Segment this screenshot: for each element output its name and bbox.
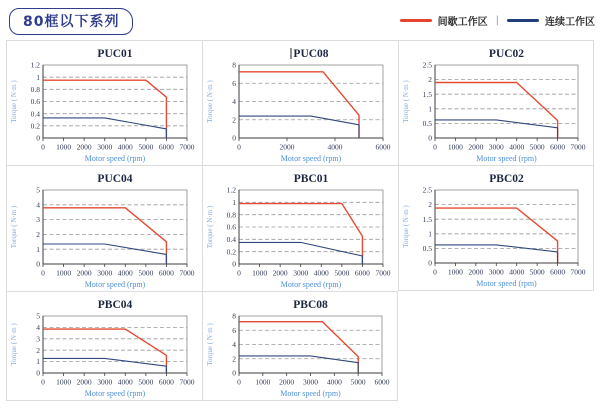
svg-text:2: 2 (36, 230, 40, 239)
svg-text:0.6: 0.6 (30, 97, 40, 107)
svg-text:3000: 3000 (97, 268, 113, 278)
svg-text:3000: 3000 (488, 142, 504, 152)
svg-text:5: 5 (36, 185, 40, 195)
svg-text:0: 0 (237, 268, 241, 278)
svg-text:3000: 3000 (97, 142, 113, 152)
svg-text:Torque ( N·m ): Torque ( N·m ) (206, 323, 214, 366)
svg-text:1000: 1000 (255, 377, 271, 387)
svg-text:3: 3 (36, 334, 40, 344)
legend-label-continuous: 连续工作区 (545, 17, 595, 28)
svg-text:5000: 5000 (138, 377, 154, 387)
svg-text:PUC08: PUC08 (293, 48, 329, 60)
svg-text:1: 1 (36, 72, 40, 82)
svg-text:Torque ( N·m ): Torque ( N·m ) (10, 80, 18, 123)
svg-text:1.2: 1.2 (226, 185, 236, 195)
svg-text:6000: 6000 (375, 142, 391, 152)
svg-text:0: 0 (41, 268, 45, 278)
svg-text:2000: 2000 (279, 142, 295, 152)
svg-text:PUC04: PUC04 (97, 173, 133, 185)
svg-text:Torque ( N·m ): Torque ( N·m ) (402, 80, 410, 123)
svg-text:7000: 7000 (570, 142, 586, 152)
svg-text:2000: 2000 (468, 267, 484, 277)
svg-text:Motor speed (rpm): Motor speed (rpm) (84, 154, 146, 163)
chart-pbc02 (399, 166, 593, 290)
svg-text:1.2: 1.2 (30, 60, 40, 70)
chart-puc04 (7, 166, 202, 291)
svg-text:5: 5 (36, 311, 40, 321)
svg-text:4000: 4000 (326, 377, 342, 387)
svg-text:0: 0 (428, 133, 432, 143)
svg-text:4: 4 (232, 340, 236, 350)
svg-text:6000: 6000 (158, 268, 174, 278)
svg-text:6: 6 (232, 78, 236, 88)
svg-text:1: 1 (232, 197, 236, 207)
svg-text:0: 0 (433, 142, 437, 152)
svg-text:4000: 4000 (313, 268, 329, 278)
svg-text:Torque ( N·m ): Torque ( N·m ) (10, 205, 18, 249)
svg-text:4000: 4000 (117, 377, 133, 387)
svg-text:3000: 3000 (488, 267, 504, 277)
svg-text:PUC01: PUC01 (97, 48, 133, 60)
svg-text:PUC02: PUC02 (488, 48, 525, 60)
svg-text:5000: 5000 (350, 377, 366, 387)
svg-text:5000: 5000 (529, 142, 545, 152)
chart-panel-puc01 (6, 40, 202, 165)
svg-text:5000: 5000 (138, 268, 154, 278)
svg-text:0: 0 (232, 133, 236, 143)
svg-text:0: 0 (36, 133, 40, 143)
svg-text:PBC04: PBC04 (97, 299, 133, 311)
series-title: 80框以下系列 (23, 14, 120, 30)
svg-text:4: 4 (36, 323, 40, 332)
svg-text:8: 8 (232, 60, 236, 70)
svg-text:2: 2 (36, 345, 40, 355)
chart-panel-pbc02 (398, 165, 594, 291)
chart-puc02 (399, 41, 593, 165)
svg-text:0: 0 (237, 142, 241, 152)
legend (400, 13, 595, 28)
svg-text:Torque ( N·m ): Torque ( N·m ) (402, 205, 410, 248)
svg-text:Torque ( N·m ): Torque ( N·m ) (10, 323, 18, 366)
svg-text:Motor speed (rpm): Motor speed (rpm) (280, 154, 342, 163)
svg-text:0.5: 0.5 (422, 119, 432, 128)
series-title-box (9, 8, 133, 35)
svg-text:2000: 2000 (468, 142, 484, 152)
legend-line-intermittent-icon (400, 19, 432, 22)
svg-text:1000: 1000 (56, 268, 72, 278)
svg-text:6000: 6000 (354, 268, 370, 278)
svg-text:0.8: 0.8 (226, 210, 236, 220)
svg-text:6000: 6000 (374, 377, 390, 387)
chart-pbc04 (7, 292, 202, 400)
legend-line-continuous-icon (507, 19, 539, 22)
svg-text:0: 0 (232, 368, 236, 378)
svg-text:4: 4 (36, 200, 40, 210)
svg-text:2: 2 (428, 75, 432, 85)
svg-text:1000: 1000 (252, 268, 268, 278)
svg-text:1: 1 (36, 357, 40, 367)
svg-text:0: 0 (36, 368, 40, 378)
svg-text:4000: 4000 (117, 142, 133, 152)
svg-text:8: 8 (232, 311, 236, 321)
svg-text:0: 0 (36, 259, 40, 269)
svg-text:0: 0 (433, 267, 437, 277)
svg-text:3: 3 (36, 215, 40, 225)
svg-text:Motor speed (rpm): Motor speed (rpm) (280, 280, 342, 289)
svg-text:Torque ( N·m ): Torque ( N·m ) (206, 80, 214, 123)
chart-panel-puc08 (202, 40, 398, 165)
svg-text:2.5: 2.5 (422, 185, 432, 195)
svg-text:0.4: 0.4 (226, 234, 236, 244)
svg-text:6000: 6000 (550, 142, 566, 152)
svg-text:PBC01: PBC01 (293, 173, 329, 185)
svg-text:4000: 4000 (327, 142, 343, 152)
svg-text:0.4: 0.4 (30, 109, 40, 119)
svg-text:5000: 5000 (138, 142, 154, 152)
chart-panel-puc04 (6, 165, 202, 291)
svg-text:2: 2 (232, 354, 236, 364)
chart-panel-pbc08 (202, 291, 398, 401)
chart-pbc08 (203, 292, 397, 400)
svg-text:6000: 6000 (158, 142, 174, 152)
svg-text:2000: 2000 (279, 377, 295, 387)
svg-text:0: 0 (41, 142, 45, 152)
legend-label-intermittent: 间歇工作区 (437, 17, 488, 28)
svg-text:1.5: 1.5 (422, 89, 432, 99)
svg-text:Motor speed (rpm): Motor speed (rpm) (84, 389, 146, 398)
svg-text:0.2: 0.2 (30, 121, 40, 131)
chart-panel-pbc04 (6, 291, 202, 401)
svg-text:Motor speed (rpm): Motor speed (rpm) (476, 154, 537, 163)
svg-text:6: 6 (232, 325, 236, 335)
svg-text:2.5: 2.5 (422, 60, 432, 70)
svg-text:7000: 7000 (179, 142, 195, 152)
svg-text:0: 0 (232, 259, 236, 269)
svg-text:1000: 1000 (447, 142, 463, 152)
svg-text:0.2: 0.2 (226, 247, 236, 257)
svg-text:PBC08: PBC08 (293, 299, 328, 311)
empty-cell (398, 291, 594, 401)
svg-text:0: 0 (428, 258, 432, 268)
svg-text:7000: 7000 (179, 268, 195, 278)
svg-text:Motor speed (rpm): Motor speed (rpm) (476, 279, 537, 288)
svg-text:5000: 5000 (529, 267, 545, 277)
svg-text:2: 2 (428, 200, 432, 210)
svg-text:PBC02: PBC02 (489, 173, 524, 185)
svg-text:0: 0 (237, 377, 241, 387)
chart-panel-puc02 (398, 40, 594, 165)
svg-text:2: 2 (232, 115, 236, 125)
chart-puc01 (7, 41, 202, 165)
svg-text:2000: 2000 (76, 268, 92, 278)
svg-text:Motor speed (rpm): Motor speed (rpm) (280, 389, 341, 398)
svg-text:0.6: 0.6 (226, 222, 236, 232)
svg-text:2000: 2000 (76, 142, 92, 152)
svg-text:0: 0 (41, 377, 45, 387)
svg-text:1: 1 (36, 244, 40, 254)
svg-text:4000: 4000 (509, 142, 525, 152)
svg-text:1.5: 1.5 (422, 214, 432, 224)
svg-text:0.8: 0.8 (30, 84, 40, 94)
svg-text:0.5: 0.5 (422, 244, 432, 253)
svg-text:7000: 7000 (570, 267, 586, 277)
svg-text:5000: 5000 (334, 268, 350, 278)
svg-text:7000: 7000 (179, 377, 195, 387)
svg-text:6000: 6000 (550, 267, 566, 277)
chart-pbc01 (203, 166, 398, 291)
chart-puc08 (203, 41, 398, 165)
chart-panel-pbc01 (202, 165, 398, 291)
legend-separator: | (495, 15, 499, 26)
chart-grid (6, 40, 594, 401)
svg-text:1000: 1000 (56, 377, 72, 387)
svg-text:4000: 4000 (509, 267, 525, 277)
svg-text:3000: 3000 (97, 377, 113, 387)
svg-text:7000: 7000 (375, 268, 391, 278)
svg-text:1: 1 (428, 229, 432, 239)
svg-text:6000: 6000 (158, 377, 174, 387)
svg-text:2000: 2000 (76, 377, 92, 387)
svg-text:4000: 4000 (117, 268, 133, 278)
svg-text:1000: 1000 (56, 142, 72, 152)
svg-text:3000: 3000 (293, 268, 309, 278)
svg-text:Motor speed (rpm): Motor speed (rpm) (84, 280, 146, 289)
svg-text:2000: 2000 (272, 268, 288, 278)
svg-text:1000: 1000 (447, 267, 463, 277)
svg-text:4: 4 (232, 97, 236, 107)
svg-text:3000: 3000 (303, 377, 318, 387)
svg-text:Torque ( N·m ): Torque ( N·m ) (206, 205, 214, 249)
svg-text:1: 1 (428, 104, 432, 114)
